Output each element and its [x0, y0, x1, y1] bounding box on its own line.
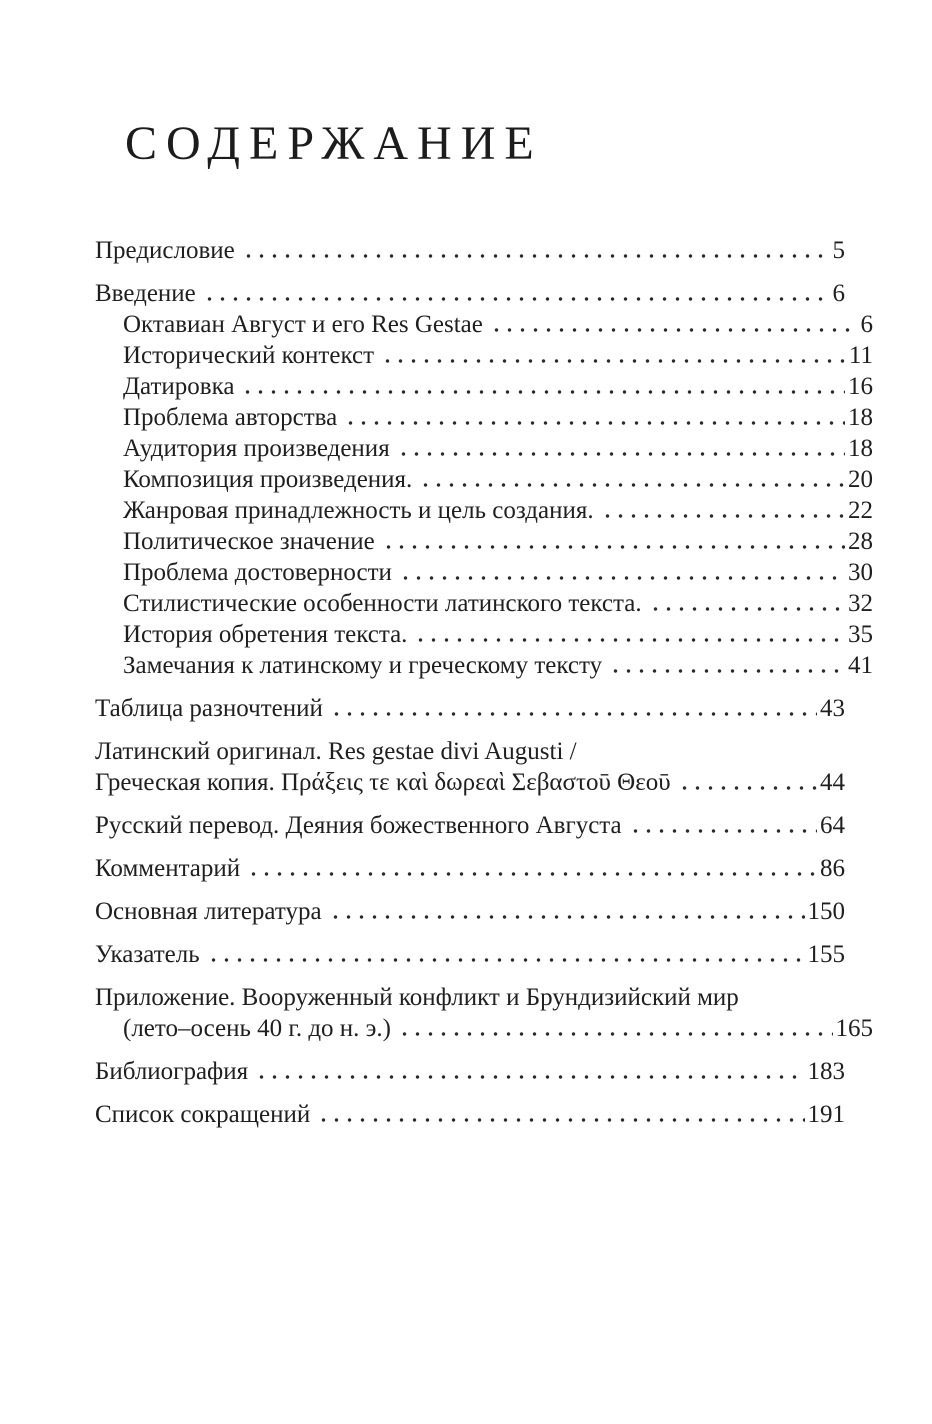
toc-entry: [95, 433, 873, 464]
dot-leader: [678, 786, 817, 790]
toc-entry: [95, 340, 873, 371]
toc-entry-label: Русский перевод. Деяния божественного Августа: [95, 811, 622, 839]
toc-entry-page: 28: [848, 527, 873, 555]
toc-entry: [95, 557, 873, 588]
dot-leader: [419, 483, 845, 487]
toc-entry: [95, 371, 873, 402]
dot-leader: [629, 829, 817, 833]
toc-entry: [95, 235, 845, 266]
toc-entry-label: Комментарий: [95, 854, 241, 882]
toc-entry-page: 32: [848, 589, 873, 617]
toc-entry-line: [95, 464, 873, 495]
toc-entry-label: Политическое значение: [123, 527, 375, 555]
toc-entry-line: [95, 402, 873, 433]
toc-entry-line: [95, 495, 873, 526]
toc-entry-label: Латинский оригинал. Res gestae divi Augusti /: [95, 737, 577, 765]
dot-leader: [649, 607, 845, 611]
toc-entry-page: 155: [807, 940, 845, 968]
dot-leader: [203, 297, 830, 301]
toc-entry-page: 43: [820, 694, 845, 722]
toc-entry-line: [95, 810, 845, 841]
toc-entry-line: [95, 371, 873, 402]
toc-entry-line: [95, 235, 845, 266]
toc-entry-label: Основная литература: [95, 897, 322, 925]
toc-entry-label: Указатель: [95, 940, 200, 968]
toc-entry-line: [95, 278, 845, 309]
toc-entry-page: 22: [848, 496, 873, 524]
toc-entry: [95, 309, 873, 340]
toc-entry: [95, 402, 873, 433]
toc-entry-page: 5: [832, 236, 845, 264]
dot-leader: [382, 545, 845, 549]
toc-entry-label: Жанровая принадлежность и цель создания.: [123, 496, 594, 524]
toc-list: [95, 235, 873, 1130]
toc-entry: [95, 495, 873, 526]
toc-entry-label: Стилистические особенности латинского текста.: [123, 589, 642, 617]
toc-entry-page: 11: [848, 341, 873, 369]
toc-entry-label: Библиография: [95, 1057, 249, 1085]
toc-entry-label: Октавиан Август и его Res Gestae: [123, 310, 483, 338]
dot-leader: [241, 390, 845, 394]
toc-entry-label: Датировка: [123, 372, 235, 400]
toc-entry-page: 20: [848, 465, 873, 493]
toc-entry: [95, 736, 845, 798]
toc-entry-line: [95, 693, 845, 724]
toc-entry-line: [95, 309, 873, 340]
dot-leader: [255, 1075, 804, 1079]
toc-entry: [95, 1099, 845, 1130]
toc-entry-label: Композиция произведения.: [123, 465, 413, 493]
dot-leader: [329, 915, 805, 919]
toc-entry-line: [95, 1099, 845, 1130]
toc-entry-page: 18: [848, 403, 873, 431]
toc-entry-label: Замечания к латинскому и греческому тексту: [123, 651, 603, 679]
toc-entry-page: 86: [820, 854, 845, 882]
toc-entry-line: [95, 588, 873, 619]
toc-entry-line: [95, 433, 873, 464]
toc-entry-line: [95, 340, 873, 371]
toc-entry: [95, 982, 873, 1044]
toc-entry-page: 30: [848, 558, 873, 586]
toc-entry-label: Введение: [95, 279, 196, 307]
toc-entry: [95, 853, 845, 884]
toc-entry-label: (лето–осень 40 г. до н. э.): [123, 1014, 391, 1042]
toc-entry-page: 183: [807, 1057, 845, 1085]
toc-entry-label: Греческая копия. Πράξεις τε καὶ δωρεαὶ Σεβαστοῡ Θεοῡ: [95, 768, 671, 796]
toc-entry-page: 41: [848, 651, 873, 679]
toc-entry-label: Список сокращений: [95, 1100, 311, 1128]
dot-leader: [601, 514, 845, 518]
dot-leader: [247, 872, 817, 876]
toc-entry-page: 44: [820, 768, 845, 796]
toc-entry-page: 64: [820, 811, 845, 839]
toc-entry-page: 6: [860, 310, 873, 338]
dot-leader: [490, 328, 858, 332]
toc-entry: [95, 526, 873, 557]
toc-entry-label: Аудитория произведения: [123, 434, 390, 462]
toc-entry-page: 35: [848, 620, 873, 648]
toc-entry-line: [95, 1056, 845, 1087]
toc-entry: [95, 588, 873, 619]
toc-entry-line: [95, 982, 845, 1013]
toc-entry: [95, 619, 873, 650]
dot-leader: [609, 669, 845, 673]
toc-entry: [95, 1056, 845, 1087]
toc-entry-page: 18: [848, 434, 873, 462]
toc-entry: [95, 693, 845, 724]
toc-entry: [95, 810, 845, 841]
dot-leader: [399, 576, 845, 580]
dot-leader: [207, 958, 805, 962]
toc-entry-page: 150: [807, 897, 845, 925]
dot-leader: [317, 1118, 804, 1122]
dot-leader: [397, 452, 845, 456]
toc-entry-label: Предисловие: [95, 236, 235, 264]
dot-leader: [330, 712, 817, 716]
dot-leader: [242, 254, 830, 258]
toc-entry-line: [95, 526, 873, 557]
toc-entry-label: Приложение. Вооруженный конфликт и Брундизийский мир: [95, 983, 739, 1011]
toc-entry-line: [95, 557, 873, 588]
toc-entry-line: [95, 767, 845, 798]
toc-entry-label: Проблема авторства: [123, 403, 338, 431]
toc-entry: [95, 464, 873, 495]
dot-leader: [414, 638, 845, 642]
toc-entry-line: [95, 650, 873, 681]
toc-entry: [95, 939, 845, 970]
toc-entry-line: [95, 1013, 873, 1044]
toc-entry-line: [95, 736, 845, 767]
toc-entry-line: [95, 896, 845, 927]
page-title: СОДЕРЖАНИЕ: [125, 117, 543, 170]
toc-entry-page: 16: [848, 372, 873, 400]
toc-entry-label: Таблица разночтений: [95, 694, 323, 722]
toc-entry-page: 191: [807, 1100, 845, 1128]
toc-entry-line: [95, 853, 845, 884]
toc-entry-page: 165: [835, 1014, 873, 1042]
toc-entry-page: 6: [832, 279, 845, 307]
toc-entry-line: [95, 619, 873, 650]
dot-leader: [398, 1032, 833, 1036]
toc-entry-label: Исторический контекст: [123, 341, 374, 369]
toc-entry: [95, 896, 845, 927]
toc-entry: [95, 650, 873, 681]
toc-entry-label: Проблема достоверности: [123, 558, 392, 586]
toc-entry: [95, 278, 845, 309]
dot-leader: [344, 421, 845, 425]
toc-entry-line: [95, 939, 845, 970]
toc-entry-label: История обретения текста.: [123, 620, 408, 648]
dot-leader: [381, 359, 846, 363]
